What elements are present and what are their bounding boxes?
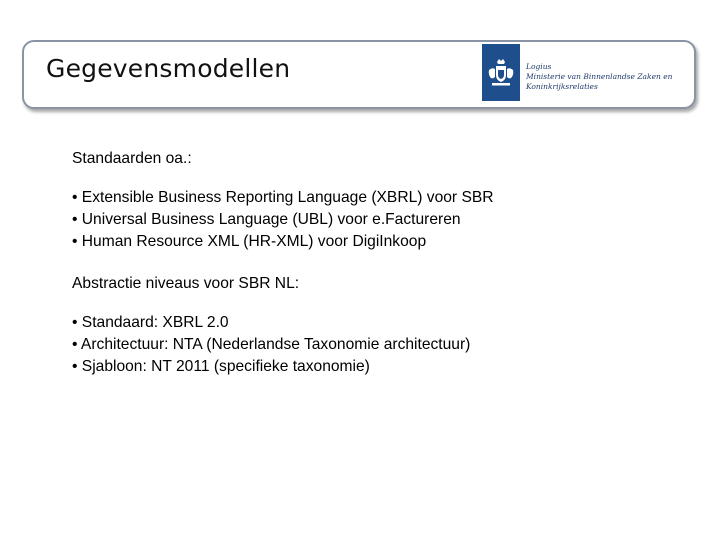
logo-wordmark (526, 62, 673, 92)
list-item: • Human Resource XML (HR-XML) voor DigiInkoop (72, 233, 427, 250)
logius-logo (482, 44, 673, 106)
page-title: Gegevensmodellen (46, 54, 291, 83)
slide-body (72, 148, 692, 378)
list-item: • Extensible Business Reporting Language (XBRL) voor SBR (72, 189, 494, 206)
logo-line: Koninkrijksrelaties (526, 82, 598, 91)
logo-line: Logius (526, 62, 552, 71)
list-item: • Architectuur: NTA (Nederlandse Taxonomie architectuur) (72, 336, 471, 353)
section-heading: Abstractie niveaus voor SBR NL: (72, 275, 300, 292)
list-item: • Standaard: XBRL 2.0 (72, 314, 229, 331)
logo-line: Ministerie van Binnenlandse Zaken en (526, 72, 673, 81)
section-heading: Standaarden oa.: (72, 150, 192, 167)
list-item: • Sjabloon: NT 2011 (specifieke taxonomie) (72, 358, 370, 375)
list-item: • Universal Business Language (UBL) voor e.Factureren (72, 211, 461, 228)
royal-coat-of-arms-icon (482, 44, 520, 101)
title-banner (22, 40, 696, 109)
